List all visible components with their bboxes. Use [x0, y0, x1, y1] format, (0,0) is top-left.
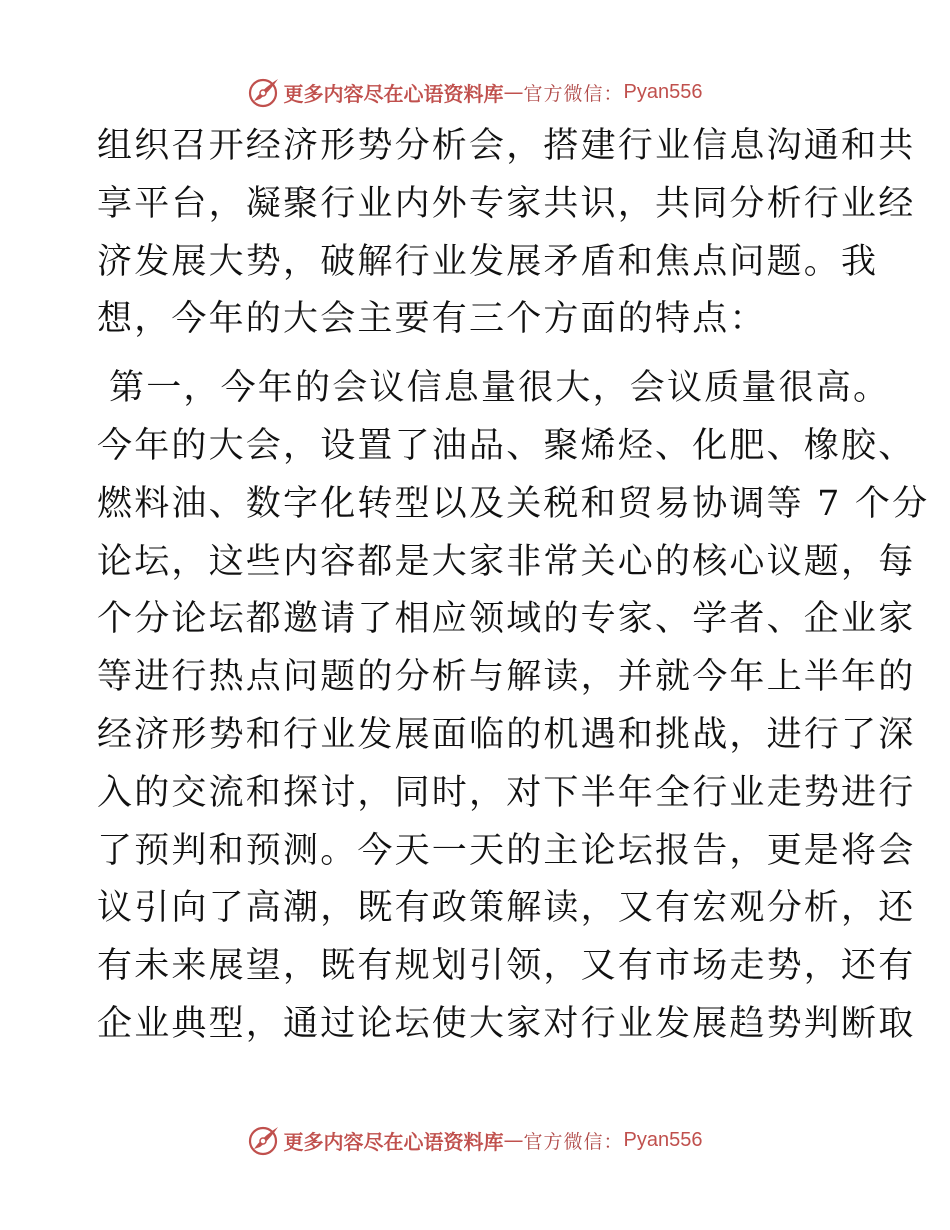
text-line: 组织召开经济形势分析会，搭建行业信息沟通和共 [97, 126, 916, 166]
watermark-brand-text: 更多内容尽在心语资料库 [283, 81, 504, 106]
document-body [97, 118, 930, 1054]
quill-pen-icon [248, 1123, 282, 1157]
watermark-separator: — [503, 80, 524, 104]
text-line: 入的交流和探讨，同时，对下半年全行业走势进行 [97, 772, 916, 813]
paragraph-1 [97, 118, 916, 349]
text-line: 有未来展望，既有规划引领，又有市场走势，还有 [97, 946, 916, 987]
text-line: 论坛，这些内容都是大家非常关心的核心议题，每 [97, 541, 916, 582]
text-line: 企业典型，通过论坛使大家对行业发展趋势判断取 [97, 1003, 916, 1044]
watermark-wechat-id: Pyan556 [623, 1128, 703, 1151]
quill-pen-icon [248, 75, 282, 109]
watermark-wechat-id: Pyan556 [623, 80, 703, 103]
text-line: 想，今年的大会主要有三个方面的特点： [97, 299, 767, 340]
watermark-separator: — [503, 1128, 524, 1152]
watermark-wechat-label: 官方微信： [523, 1130, 624, 1153]
text-line: 第一，今年的会议信息量很大，会议质量很高。 [109, 368, 891, 409]
text-line: 议引向了高潮，既有政策解读，又有宏观分析，还 [97, 888, 916, 929]
footer-watermark [0, 1120, 950, 1160]
text-line: 了预判和预测。今天一天的主论坛报告，更是将会 [97, 830, 916, 871]
watermark-brand-text: 更多内容尽在心语资料库 [283, 1129, 504, 1154]
header-watermark [0, 72, 950, 112]
text-line: 燃料油、数字化转型以及关税和贸易协调等 7 个分 [97, 483, 930, 524]
watermark-wechat-label: 官方微信： [523, 82, 624, 105]
text-line: 享平台，凝聚行业内外专家共识，共同分析行业经 [97, 183, 916, 224]
text-line: 经济形势和行业发展面临的机遇和挑战，进行了深 [97, 714, 916, 755]
text-line: 今年的大会，设置了油品、聚烯烃、化肥、橡胶、 [97, 425, 916, 466]
text-line: 等进行热点问题的分析与解读，并就今年上半年的 [97, 657, 916, 698]
text-line: 个分论坛都邀请了相应领域的专家、学者、企业家 [97, 599, 916, 640]
text-line: 济发展大势，破解行业发展矛盾和焦点问题。我 [97, 241, 879, 282]
paragraph-2 [97, 360, 930, 1054]
